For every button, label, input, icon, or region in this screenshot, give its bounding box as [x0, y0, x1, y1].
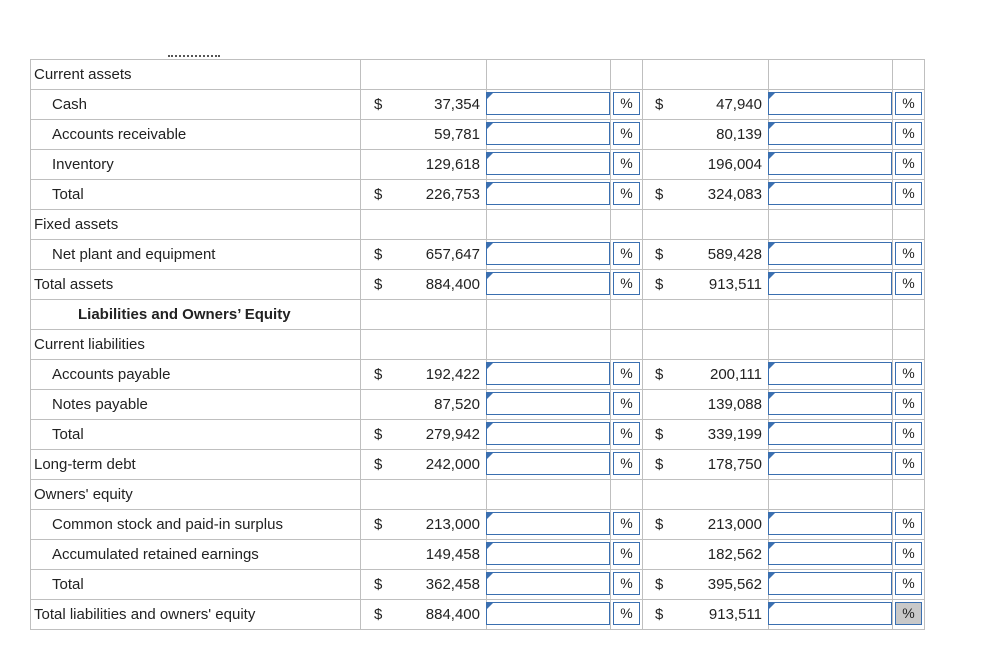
column-divider	[642, 150, 643, 179]
dollar-sign-year1: $	[374, 366, 383, 383]
percent-input-year2[interactable]	[768, 572, 892, 595]
value-year2: 80,139	[716, 126, 762, 143]
percent-sign-year2: %	[895, 602, 922, 625]
column-divider	[360, 450, 361, 479]
row-label: Total assets	[34, 276, 114, 293]
table-row	[30, 150, 925, 180]
column-divider	[30, 60, 31, 89]
column-divider	[924, 90, 925, 119]
column-divider	[924, 390, 925, 419]
column-divider	[924, 180, 925, 209]
column-divider	[360, 270, 361, 299]
percent-input-year2[interactable]	[768, 182, 892, 205]
column-divider	[30, 420, 31, 449]
table-row	[30, 450, 925, 480]
column-divider	[768, 60, 769, 89]
column-divider	[610, 480, 611, 509]
dollar-sign-year1: $	[374, 276, 383, 293]
column-divider	[924, 240, 925, 269]
value-year1: 213,000	[425, 516, 480, 533]
value-year1: 884,400	[425, 276, 480, 293]
column-divider	[610, 600, 611, 629]
dollar-sign-year2: $	[655, 96, 664, 113]
percent-input-year2[interactable]	[768, 242, 892, 265]
column-divider	[924, 540, 925, 569]
percent-sign-year2: %	[895, 452, 922, 475]
value-year1: 37,354	[434, 96, 480, 113]
value-year1: 87,520	[434, 396, 480, 413]
percent-sign-year2: %	[895, 422, 922, 445]
column-divider	[892, 570, 893, 599]
percent-input-year1[interactable]	[486, 602, 610, 625]
value-year2: 324,083	[707, 186, 762, 203]
column-divider	[642, 330, 643, 359]
percent-input-year2[interactable]	[768, 92, 892, 115]
value-year2: 196,004	[707, 156, 762, 173]
dollar-sign-year2: $	[655, 576, 664, 593]
column-divider	[30, 300, 31, 329]
column-divider	[610, 180, 611, 209]
column-divider	[892, 420, 893, 449]
dollar-sign-year2: $	[655, 366, 664, 383]
percent-input-year2[interactable]	[768, 392, 892, 415]
table-row	[30, 510, 925, 540]
table-row	[30, 90, 925, 120]
column-divider	[360, 600, 361, 629]
percent-sign-year1: %	[613, 362, 640, 385]
percent-input-year2[interactable]	[768, 512, 892, 535]
dollar-sign-year1: $	[374, 456, 383, 473]
table-row	[30, 600, 925, 630]
percent-input-year1[interactable]	[486, 572, 610, 595]
column-divider	[892, 480, 893, 509]
column-divider	[642, 90, 643, 119]
column-divider	[642, 180, 643, 209]
table-row	[30, 180, 925, 210]
percent-sign-year2: %	[895, 392, 922, 415]
row-label: Owners' equity	[34, 486, 133, 503]
percent-sign-year1: %	[613, 152, 640, 175]
percent-input-year2[interactable]	[768, 362, 892, 385]
percent-input-year1[interactable]	[486, 392, 610, 415]
column-divider	[892, 360, 893, 389]
percent-input-year1[interactable]	[486, 182, 610, 205]
column-divider	[360, 180, 361, 209]
column-divider	[360, 360, 361, 389]
value-year1: 242,000	[425, 456, 480, 473]
dollar-sign-year2: $	[655, 186, 664, 203]
column-divider	[360, 510, 361, 539]
row-label: Net plant and equipment	[52, 246, 216, 263]
column-divider	[30, 270, 31, 299]
table-row	[30, 60, 925, 90]
percent-input-year2[interactable]	[768, 272, 892, 295]
column-divider	[642, 210, 643, 239]
row-label: Accounts payable	[52, 366, 171, 383]
value-year2: 589,428	[707, 246, 762, 263]
column-divider	[30, 480, 31, 509]
column-divider	[924, 210, 925, 239]
column-divider	[360, 480, 361, 509]
percent-sign-year2: %	[895, 182, 922, 205]
percent-sign-year2: %	[895, 92, 922, 115]
table-row	[30, 360, 925, 390]
table-row	[30, 300, 925, 330]
percent-sign-year1: %	[613, 512, 640, 535]
column-divider	[892, 210, 893, 239]
column-divider	[892, 150, 893, 179]
value-year2: 913,511	[708, 276, 762, 293]
column-divider	[924, 360, 925, 389]
value-year1: 657,647	[425, 246, 480, 263]
column-divider	[892, 180, 893, 209]
percent-sign-year1: %	[613, 602, 640, 625]
dollar-sign-year1: $	[374, 186, 383, 203]
column-divider	[30, 600, 31, 629]
column-divider	[486, 300, 487, 329]
value-year1: 129,618	[425, 156, 480, 173]
percent-input-year1[interactable]	[486, 452, 610, 475]
table-row	[30, 210, 925, 240]
row-label: Accumulated retained earnings	[52, 546, 259, 563]
column-divider	[30, 570, 31, 599]
column-divider	[360, 540, 361, 569]
value-year1: 279,942	[425, 426, 480, 443]
value-year1: 884,400	[425, 606, 480, 623]
column-divider	[610, 330, 611, 359]
column-divider	[610, 240, 611, 269]
value-year1: 362,458	[425, 576, 480, 593]
percent-sign-year1: %	[613, 122, 640, 145]
column-divider	[610, 540, 611, 569]
column-divider	[892, 300, 893, 329]
column-divider	[924, 600, 925, 629]
column-divider	[30, 150, 31, 179]
percent-input-year1[interactable]	[486, 272, 610, 295]
percent-input-year1[interactable]	[486, 152, 610, 175]
balance-sheet-table	[30, 59, 925, 630]
dollar-sign-year1: $	[374, 516, 383, 533]
dollar-sign-year2: $	[655, 516, 664, 533]
column-divider	[892, 240, 893, 269]
column-divider	[642, 390, 643, 419]
column-divider	[642, 60, 643, 89]
column-divider	[360, 120, 361, 149]
column-divider	[610, 90, 611, 119]
row-label: Current assets	[34, 66, 132, 83]
column-divider	[642, 420, 643, 449]
column-divider	[360, 570, 361, 599]
percent-sign-year1: %	[613, 92, 640, 115]
column-divider	[924, 570, 925, 599]
column-divider	[30, 360, 31, 389]
dollar-sign-year2: $	[655, 606, 664, 623]
row-label: Long-term debt	[34, 456, 136, 473]
value-year2: 339,199	[707, 426, 762, 443]
row-label: Notes payable	[52, 396, 148, 413]
row-label: Cash	[52, 96, 88, 113]
value-year2: 213,000	[707, 516, 762, 533]
column-divider	[30, 330, 31, 359]
percent-sign-year2: %	[895, 272, 922, 295]
column-divider	[924, 60, 925, 89]
column-divider	[360, 60, 361, 89]
table-row	[30, 570, 925, 600]
column-divider	[892, 510, 893, 539]
percent-input-year2[interactable]	[768, 602, 892, 625]
row-label: Liabilities and Owners’ Equity	[78, 306, 291, 323]
percent-sign-year1: %	[613, 392, 640, 415]
column-divider	[924, 120, 925, 149]
percent-sign-year2: %	[895, 362, 922, 385]
percent-input-year2[interactable]	[768, 452, 892, 475]
column-divider	[610, 570, 611, 599]
column-divider	[924, 450, 925, 479]
table-row	[30, 420, 925, 450]
column-divider	[642, 510, 643, 539]
column-divider	[768, 210, 769, 239]
column-divider	[892, 600, 893, 629]
column-divider	[610, 390, 611, 419]
percent-input-year2[interactable]	[768, 152, 892, 175]
table-row	[30, 540, 925, 570]
percent-input-year1[interactable]	[486, 512, 610, 535]
value-year2: 178,750	[707, 456, 762, 473]
percent-sign-year2: %	[895, 122, 922, 145]
value-year2: 913,511	[708, 606, 762, 623]
column-divider	[30, 450, 31, 479]
table-row	[30, 390, 925, 420]
percent-sign-year2: %	[895, 242, 922, 265]
column-divider	[892, 60, 893, 89]
table-row	[30, 120, 925, 150]
value-year2: 139,088	[707, 396, 762, 413]
row-label: Total	[52, 576, 84, 593]
column-divider	[486, 480, 487, 509]
column-divider	[768, 480, 769, 509]
column-divider	[768, 330, 769, 359]
percent-input-year1[interactable]	[486, 542, 610, 565]
column-divider	[30, 390, 31, 419]
column-divider	[924, 150, 925, 179]
row-label: Common stock and paid-in surplus	[52, 516, 283, 533]
percent-sign-year1: %	[613, 182, 640, 205]
column-divider	[486, 330, 487, 359]
row-label: Current liabilities	[34, 336, 145, 353]
column-divider	[30, 120, 31, 149]
percent-sign-year2: %	[895, 542, 922, 565]
row-label: Total	[52, 186, 84, 203]
value-year1: 59,781	[434, 126, 480, 143]
column-divider	[642, 360, 643, 389]
table-row	[30, 480, 925, 510]
column-divider	[924, 270, 925, 299]
value-year2: 182,562	[707, 546, 762, 563]
column-divider	[924, 480, 925, 509]
column-divider	[610, 360, 611, 389]
row-label: Accounts receivable	[52, 126, 187, 143]
row-label: Fixed assets	[34, 216, 119, 233]
column-divider	[642, 480, 643, 509]
column-divider	[892, 90, 893, 119]
column-divider	[642, 540, 643, 569]
column-divider	[642, 240, 643, 269]
column-divider	[642, 270, 643, 299]
column-divider	[610, 510, 611, 539]
row-label: Total	[52, 426, 84, 443]
column-divider	[642, 600, 643, 629]
column-divider	[892, 450, 893, 479]
column-divider	[924, 300, 925, 329]
dollar-sign-year2: $	[655, 246, 664, 263]
column-divider	[30, 240, 31, 269]
column-divider	[924, 510, 925, 539]
column-divider	[610, 270, 611, 299]
dollar-sign-year1: $	[374, 576, 383, 593]
percent-sign-year2: %	[895, 152, 922, 175]
column-divider	[30, 210, 31, 239]
column-divider	[892, 270, 893, 299]
percent-sign-year1: %	[613, 422, 640, 445]
percent-sign-year1: %	[613, 572, 640, 595]
value-year2: 395,562	[707, 576, 762, 593]
column-divider	[30, 90, 31, 119]
column-divider	[360, 150, 361, 179]
column-divider	[486, 60, 487, 89]
column-divider	[610, 60, 611, 89]
dollar-sign-year2: $	[655, 456, 664, 473]
dollar-sign-year1: $	[374, 606, 383, 623]
column-divider	[642, 300, 643, 329]
percent-sign-year1: %	[613, 452, 640, 475]
column-divider	[642, 570, 643, 599]
percent-sign-year1: %	[613, 542, 640, 565]
table-row	[30, 330, 925, 360]
clipped-assets-header	[168, 54, 220, 58]
column-divider	[610, 120, 611, 149]
percent-input-year1[interactable]	[486, 362, 610, 385]
dollar-sign-year1: $	[374, 426, 383, 443]
value-year2: 47,940	[716, 96, 762, 113]
column-divider	[768, 300, 769, 329]
column-divider	[30, 540, 31, 569]
percent-sign-year1: %	[613, 242, 640, 265]
column-divider	[892, 120, 893, 149]
value-year2: 200,111	[710, 366, 762, 383]
column-divider	[360, 240, 361, 269]
column-divider	[642, 120, 643, 149]
percent-sign-year2: %	[895, 512, 922, 535]
column-divider	[610, 150, 611, 179]
column-divider	[924, 330, 925, 359]
column-divider	[892, 390, 893, 419]
column-divider	[924, 420, 925, 449]
percent-sign-year2: %	[895, 572, 922, 595]
percent-input-year1[interactable]	[486, 92, 610, 115]
percent-input-year2[interactable]	[768, 122, 892, 145]
column-divider	[642, 450, 643, 479]
dollar-sign-year2: $	[655, 276, 664, 293]
row-label: Total liabilities and owners' equity	[34, 606, 256, 623]
value-year1: 192,422	[425, 366, 480, 383]
column-divider	[360, 420, 361, 449]
column-divider	[360, 300, 361, 329]
row-label: Inventory	[52, 156, 114, 173]
column-divider	[610, 300, 611, 329]
column-divider	[486, 210, 487, 239]
column-divider	[360, 330, 361, 359]
column-divider	[360, 90, 361, 119]
column-divider	[892, 330, 893, 359]
column-divider	[360, 210, 361, 239]
column-divider	[360, 390, 361, 419]
dollar-sign-year2: $	[655, 426, 664, 443]
percent-input-year1[interactable]	[486, 422, 610, 445]
percent-input-year1[interactable]	[486, 242, 610, 265]
percent-input-year1[interactable]	[486, 122, 610, 145]
column-divider	[30, 510, 31, 539]
column-divider	[610, 210, 611, 239]
column-divider	[892, 540, 893, 569]
percent-input-year2[interactable]	[768, 542, 892, 565]
percent-input-year2[interactable]	[768, 422, 892, 445]
column-divider	[610, 420, 611, 449]
percent-sign-year1: %	[613, 272, 640, 295]
dollar-sign-year1: $	[374, 246, 383, 263]
column-divider	[610, 450, 611, 479]
column-divider	[30, 180, 31, 209]
value-year1: 149,458	[425, 546, 480, 563]
dollar-sign-year1: $	[374, 96, 383, 113]
value-year1: 226,753	[425, 186, 480, 203]
table-row	[30, 240, 925, 270]
table-row	[30, 270, 925, 300]
